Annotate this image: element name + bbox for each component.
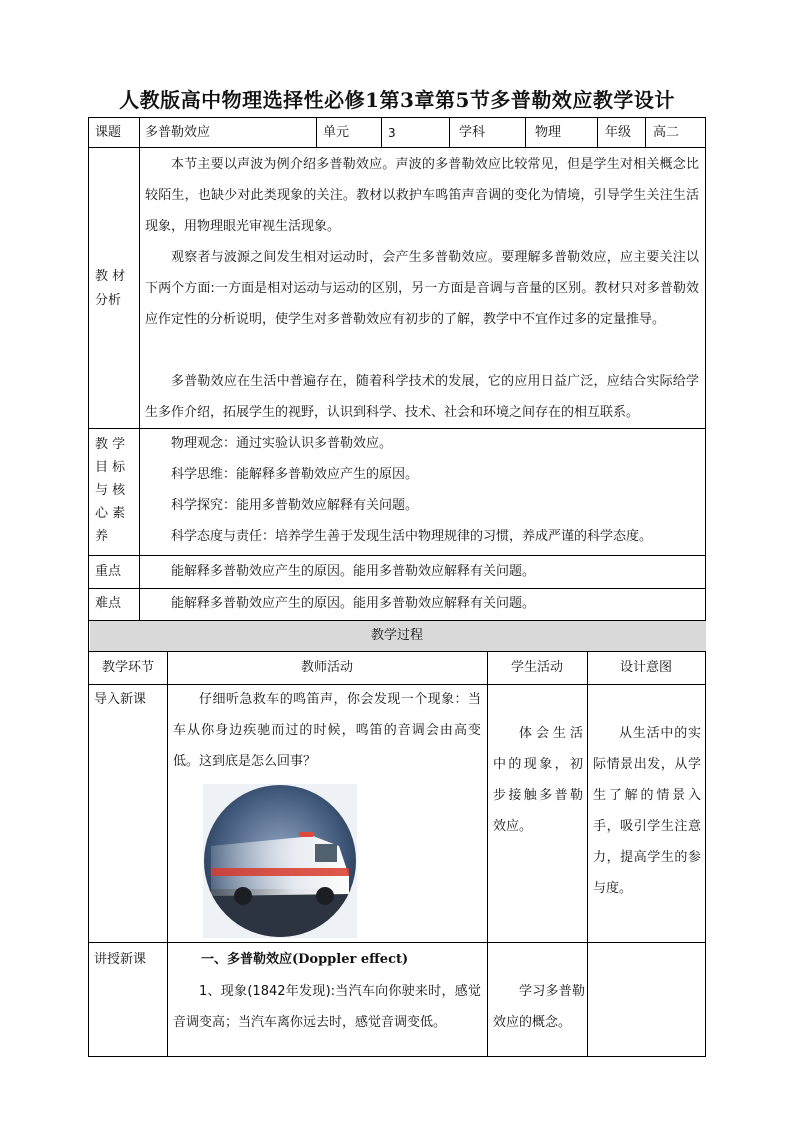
col-divider xyxy=(449,118,450,147)
goals-label-3: 与 核 xyxy=(95,483,126,498)
process-heading: 教学过程 xyxy=(370,628,423,643)
teacher-section-heading: 一、多普勒效应(Doppler effect) xyxy=(201,952,409,967)
grade-label: 年级 xyxy=(605,125,632,140)
row-divider xyxy=(89,942,705,943)
document-title: 人教版高中物理选择性必修1第3章第5节多普勒效应教学设计 xyxy=(119,88,675,112)
row-divider xyxy=(89,147,705,148)
stage-label: 讲授新课 xyxy=(94,952,147,967)
col-divider xyxy=(316,118,317,147)
col-header-teacher: 教师活动 xyxy=(300,660,353,675)
teacher-activity: 1、现象(1842年发现):当汽车向你驶来时，感觉音调变高；当汽车离你远去时，感觉音调变低。 xyxy=(173,984,481,1030)
goals-label-2: 目 标 xyxy=(95,460,126,475)
goal-item: 科学态度与责任：培养学生善于发现生活中物理规律的习惯，养成严谨的科学态度。 xyxy=(171,529,653,544)
goal-item: 物理观念：通过实验认识多普勒效应。 xyxy=(171,436,393,451)
lesson-plan-table xyxy=(88,117,706,1057)
col-divider xyxy=(597,118,598,147)
goals-label-5: 养 xyxy=(95,529,109,544)
col-header-student: 学生活动 xyxy=(510,660,563,675)
student-activity: 体会生活中的现象，初步接触多普勒效应。 xyxy=(493,726,583,834)
key-point-text: 能解释多普勒效应产生的原因。能用多普勒效应解释有关问题。 xyxy=(171,564,536,579)
goal-item: 科学思维：能解释多普勒效应产生的原因。 xyxy=(171,467,419,482)
difficulty-label: 难点 xyxy=(95,596,122,611)
col-divider xyxy=(139,147,140,620)
topic-label: 课题 xyxy=(95,125,122,140)
teacher-activity: 仔细听急救车的鸣笛声，你会发现一个现象：当车从你身边疾驰而过的时候，鸣笛的音调会由高变低。这到底是怎么回事？ xyxy=(173,692,481,769)
col-divider xyxy=(139,118,140,147)
stage-label: 导入新课 xyxy=(94,692,147,707)
unit-label: 单元 xyxy=(323,125,350,140)
row-divider xyxy=(89,588,705,589)
subject-value: 物理 xyxy=(535,125,562,140)
grade-value: 高二 xyxy=(653,125,680,140)
unit-value: 3 xyxy=(388,126,396,140)
col-divider xyxy=(645,118,646,147)
subject-label: 学科 xyxy=(459,125,486,140)
col-divider xyxy=(381,118,382,147)
col-divider xyxy=(167,651,168,1057)
analysis-label-2: 分析 xyxy=(95,293,122,308)
row-divider xyxy=(89,428,705,429)
analysis-paragraph: 观察者与波源之间发生相对运动时，会产生多普勒效应。要理解多普勒效应，应主要关注以下两个方面:一方面是相对运动与运动的区别，另一方面是音调与音量的区别。教材只对多普勒效应作定性的分析说明，使学生对多普勒效应有初步的了解，教学中不宜作过多的定量推导。 xyxy=(145,250,699,327)
col-divider xyxy=(487,651,488,1057)
student-activity: 学习多普勒效应的概念。 xyxy=(493,984,585,1030)
analysis-paragraph: 多普勒效应在生活中普遍存在，随着科学技术的发展，它的应用日益广泛，应结合实际给学生多作介绍，拓展学生的视野，认识到科学、技术、社会和环境之间存在的相互联系。 xyxy=(145,374,699,420)
ambulance-photo xyxy=(203,784,357,938)
analysis-paragraph: 本节主要以声波为例介绍多普勒效应。声波的多普勒效应比较常见，但是学生对相关概念比较陌生，也缺少对此类现象的关注。教材以救护车鸣笛声音调的变化为情境，引导学生关注生活现象，用物理眼光审视生活现象。 xyxy=(145,157,699,234)
row-divider xyxy=(89,651,705,652)
col-header-stage: 教学环节 xyxy=(101,660,154,675)
col-divider xyxy=(587,651,588,1057)
topic-value: 多普勒效应 xyxy=(145,125,211,140)
goals-label-4: 心 素 xyxy=(95,506,126,521)
key-point-label: 重点 xyxy=(95,564,122,579)
col-header-intent: 设计意图 xyxy=(619,660,672,675)
goals-label-1: 教 学 xyxy=(95,437,126,452)
analysis-label-1: 教 材 xyxy=(95,269,126,284)
row-divider xyxy=(89,555,705,556)
col-divider xyxy=(525,118,526,147)
design-intent: 从生活中的实际情景出发，从学生了解的情景入手，吸引学生注意力，提高学生的参与度。 xyxy=(593,726,701,896)
goal-item: 科学探究：能用多普勒效应解释有关问题。 xyxy=(171,498,419,513)
difficulty-text: 能解释多普勒效应产生的原因。能用多普勒效应解释有关问题。 xyxy=(171,596,536,611)
